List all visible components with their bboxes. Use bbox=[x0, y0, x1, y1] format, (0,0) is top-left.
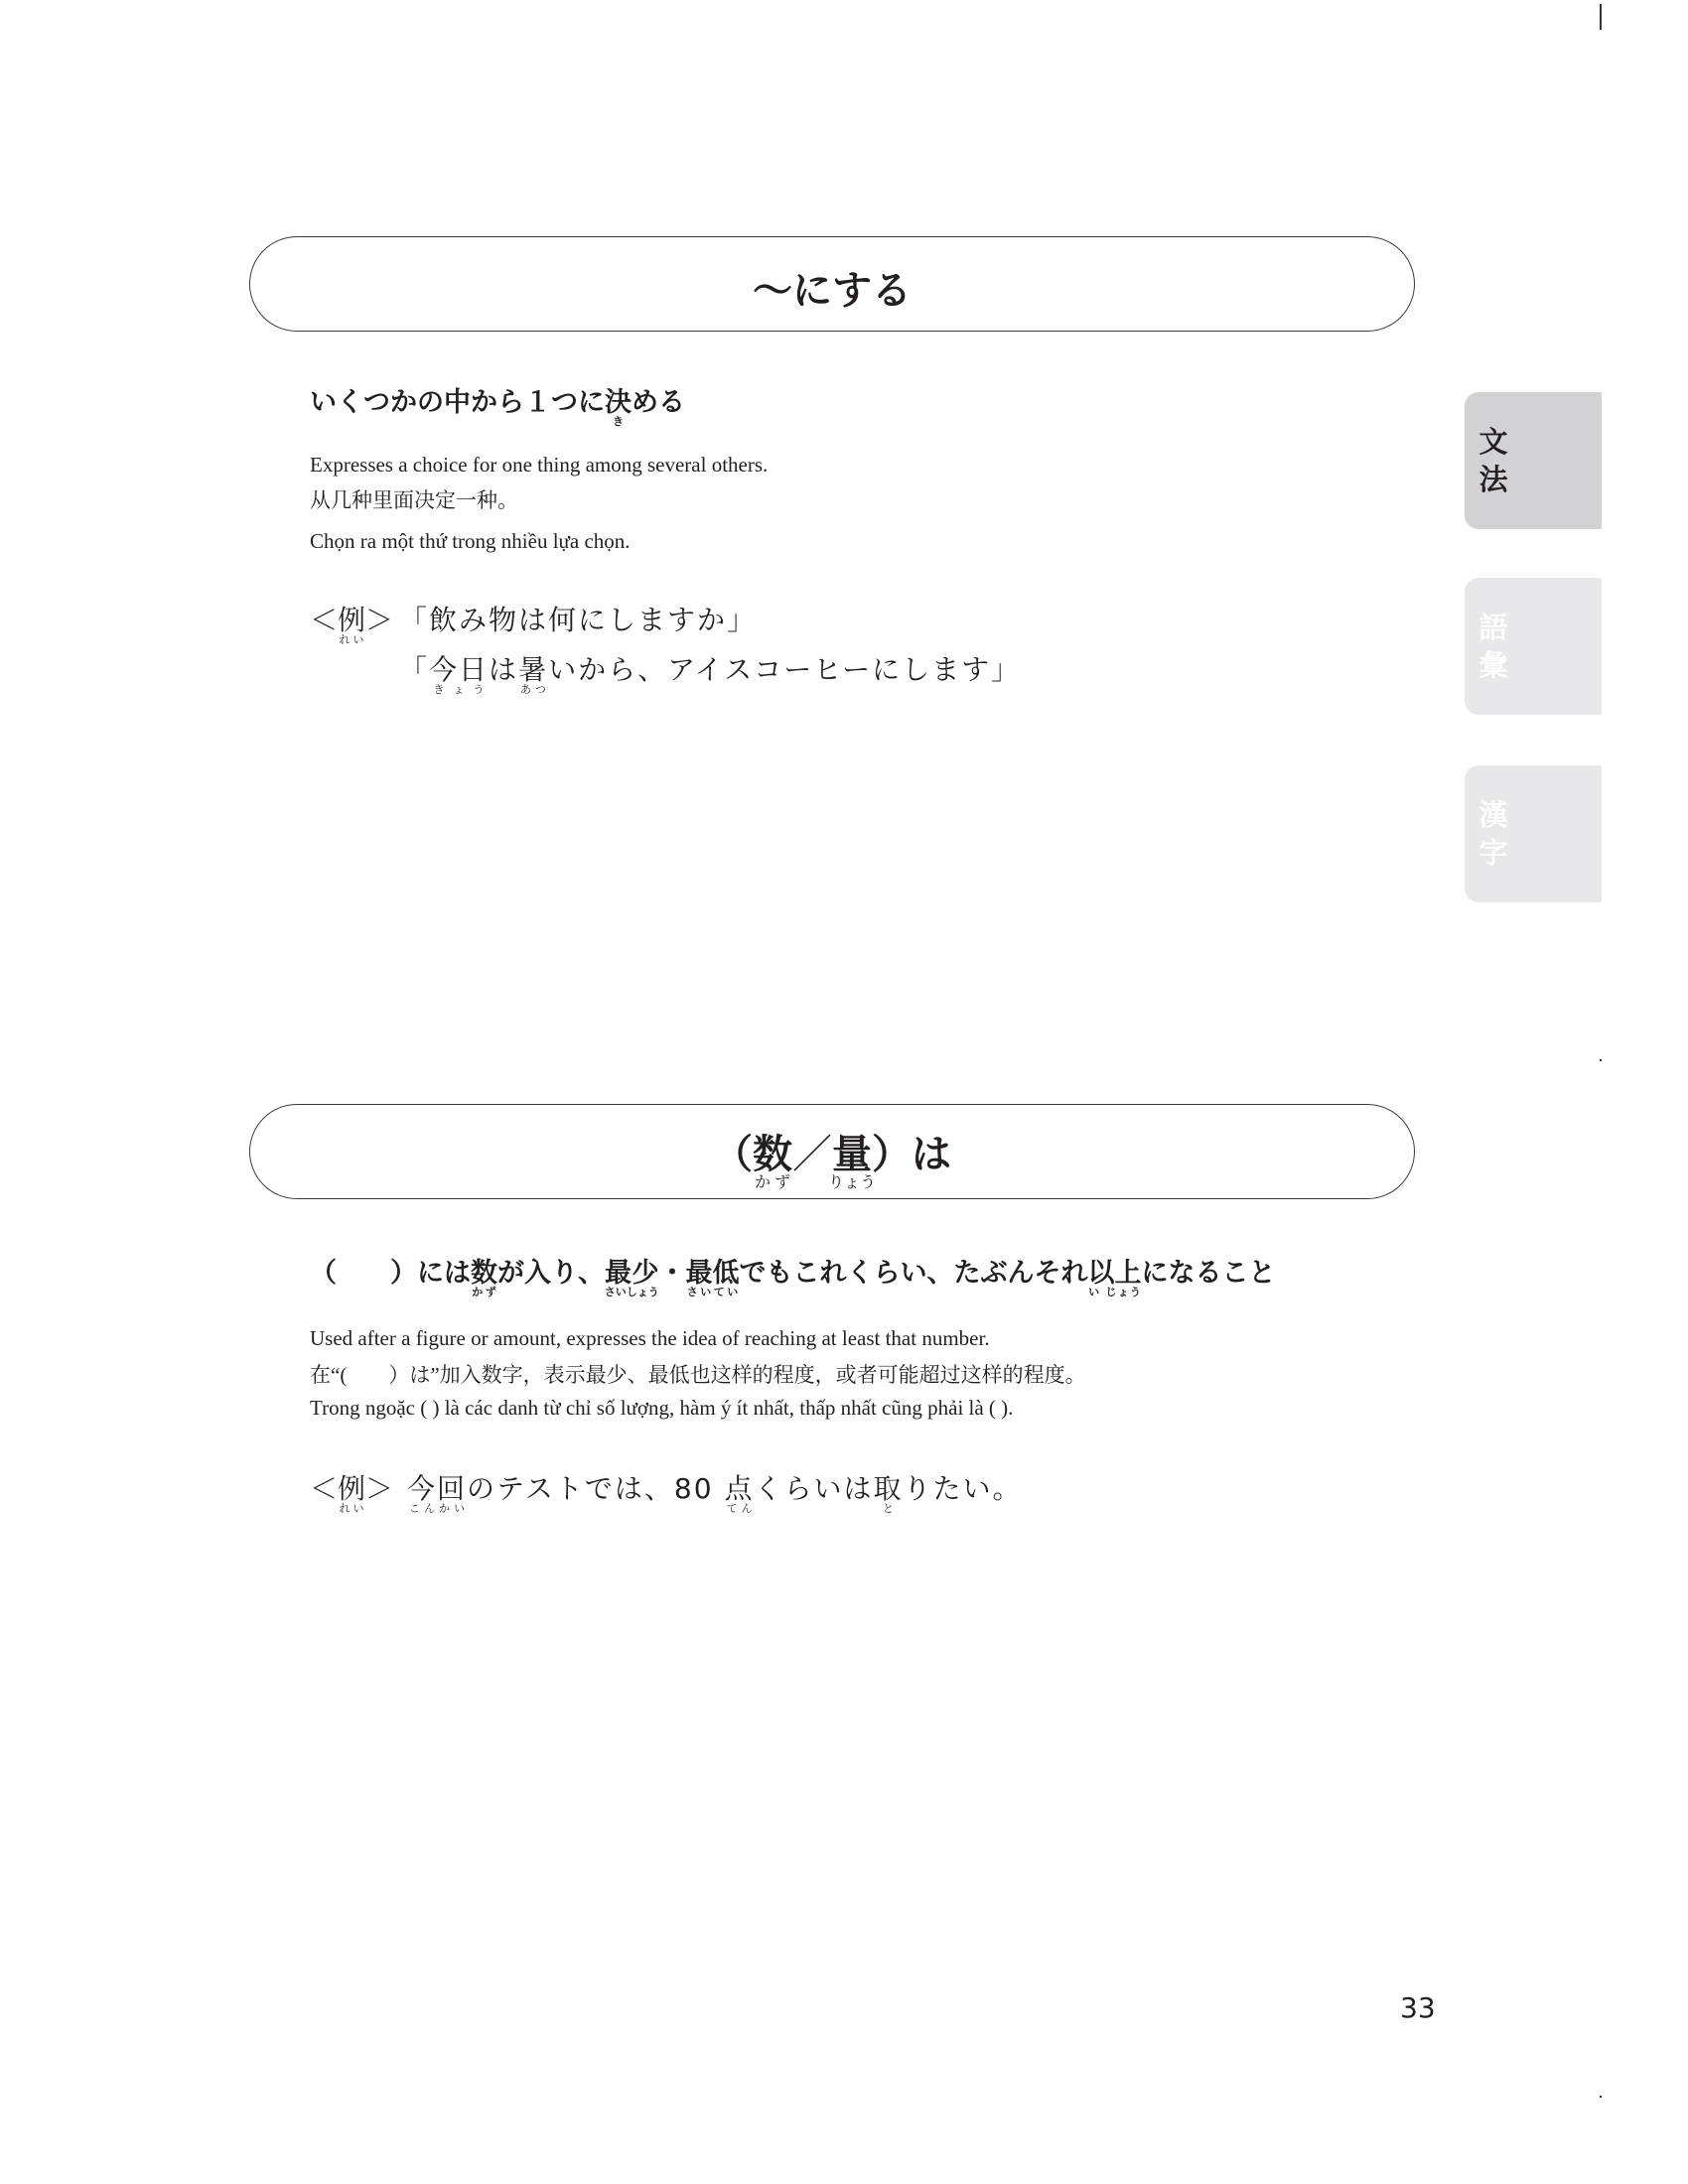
section1-title-box bbox=[249, 236, 1415, 332]
tab-grammar-label: 文 法 bbox=[1478, 425, 1508, 496]
section2-heading: （ ）には数かずが入り、最少さいしょう・最低さいていでもこれくらい、たぶんそれ以上い じょうになること bbox=[310, 1258, 1276, 1298]
tab-kanji[interactable] bbox=[1465, 765, 1602, 902]
section1-example-line1: 「飲み物は何にしますか」 bbox=[399, 604, 758, 636]
tab-kanji-label: 漢 字 bbox=[1478, 798, 1508, 870]
section2-title-box bbox=[249, 1104, 1415, 1199]
section2-title: （数かず／量りょう）は bbox=[712, 1132, 951, 1191]
tab-vocabulary-label: 語 彙 bbox=[1478, 611, 1508, 682]
crop-mark-bottom bbox=[1600, 2096, 1602, 2098]
section1-heading-ruby: 決き bbox=[605, 387, 632, 428]
section2-desc-zh: 在“( ）は”加入数字，表示最少、最低也这样的程度，或者可能超过这样的程度。 bbox=[310, 1363, 1086, 1387]
section2-desc-en: Used after a figure or amount, expresses the idea of reaching at least that number. bbox=[310, 1326, 990, 1350]
page-number: 33 bbox=[1400, 1991, 1436, 2024]
section1-desc-en: Expresses a choice for one thing among several others. bbox=[310, 453, 769, 477]
section1-title: 〜にする bbox=[753, 268, 912, 314]
section1-example-line2: 「今日きょうは暑あついから、アイスコーヒーにします」 bbox=[399, 653, 1022, 696]
section2-example-label: ＜例れい＞ bbox=[310, 1472, 394, 1515]
section2-desc-vi: Trong ngoặc ( ) là các danh từ chỉ số lượng, hàm ý ít nhất, thấp nhất cũng phải là ( ). bbox=[310, 1396, 1014, 1420]
section1-desc-zh: 从几种里面决定一种。 bbox=[310, 488, 518, 512]
section2-example-line: 今回こんかいのテストでは、80 点てんくらいは取とりたい。 bbox=[407, 1472, 1023, 1515]
crop-mark-mid bbox=[1600, 1059, 1602, 1061]
tab-grammar[interactable] bbox=[1465, 392, 1602, 529]
section1-heading: いくつかの中から１つに決きめる bbox=[310, 387, 685, 428]
tab-vocabulary[interactable] bbox=[1465, 578, 1602, 715]
section1-example-label: ＜例れい＞ bbox=[310, 604, 394, 646]
section1-desc-vi: Chọn ra một thứ trong nhiều lựa chọn. bbox=[310, 529, 631, 553]
crop-mark-top bbox=[1600, 4, 1602, 30]
